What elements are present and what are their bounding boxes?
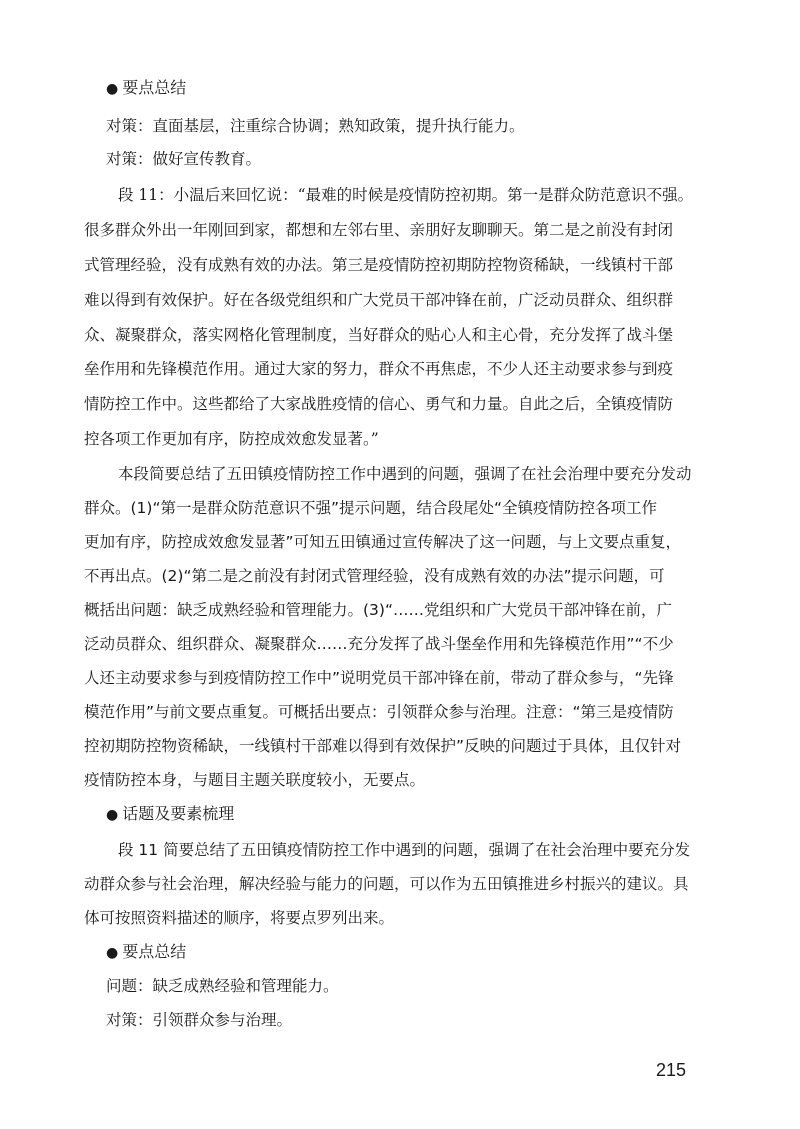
analysis-line-4: 不再出点。(2)“第二是之前没有封闭式管理经验，没有成熟有效的办法”提示问题，可 bbox=[84, 567, 665, 585]
section-heading-topics: ● 话题及要素梳理 bbox=[106, 802, 726, 827]
section-heading-summary-1: ● 要点总结 bbox=[106, 76, 726, 101]
topics-line-1: 段 11 简要总结了五田镇疫情防控工作中遇到的问题，强调了在社会治理中要充分发 bbox=[118, 841, 691, 859]
analysis-line-7: 人还主动要求参与到疫情防控工作中”说明党员干部冲锋在前，带动了群众参与，“先锋 bbox=[84, 669, 674, 687]
analysis-line-1: 本段简要总结了五田镇疫情防控工作中遇到的问题，强调了在社会治理中要充分发动 bbox=[118, 465, 692, 483]
topics-line-3: 体可按照资料描述的顺序，将要点罗列出来。 bbox=[84, 909, 395, 927]
quote-line-7: 情防控工作中。这些都给了大家战胜疫情的信心、勇气和力量。自此之后，全镇疫情防 bbox=[84, 395, 674, 413]
quote-line-2: 很多群众外出一年刚回到家，都想和左邻右里、亲朋好友聊聊天。第二是之前没有封闭 bbox=[84, 221, 674, 239]
countermeasure-line-2: 对策：做好宣传教育。 bbox=[106, 150, 262, 168]
analysis-line-5: 概括出问题：缺乏成熟经验和管理能力。(3)“……党组织和广大党员干部冲锋在前，广 bbox=[84, 601, 672, 619]
quote-line-6: 垒作用和先锋模范作用。通过大家的努力，群众不再焦虑，不少人还主动要求参与到疫 bbox=[84, 360, 674, 378]
page-number: 215 bbox=[656, 1060, 687, 1080]
quote-line-8: 控各项工作更加有序，防控成效愈发显著。” bbox=[84, 430, 379, 448]
analysis-line-3: 更加有序，防控成效愈发显著”可知五田镇通过宣传解决了这一问题，与上文要点重复， bbox=[84, 533, 682, 551]
quote-line-1: 段 11：小温后来回忆说：“最难的时候是疫情防控初期。第一是群众防范意识不强。 bbox=[118, 186, 694, 204]
topics-line-2: 动群众参与社会治理，解决经验与能力的问题，可以作为五田镇推进乡村振兴的建议。具 bbox=[84, 875, 689, 893]
section-heading-summary-2: ● 要点总结 bbox=[106, 940, 726, 965]
countermeasure-line-1: 对策：直面基层，注重综合协调；熟知政策，提升执行能力。 bbox=[106, 117, 525, 135]
quote-line-3: 式管理经验，没有成熟有效的办法。第三是疫情防控初期防控物资稀缺，一线镇村干部 bbox=[84, 256, 674, 274]
analysis-line-10: 疫情防控本身，与题目主题关联度较小，无要点。 bbox=[84, 771, 426, 789]
analysis-line-6: 泛动员群众、组织群众、凝聚群众……充分发挥了战斗堡垒作用和先锋模范作用”“不少 bbox=[84, 635, 674, 653]
analysis-line-8: 模范作用”与前文要点重复。可概括出要点：引领群众参与治理。注意：“第三是疫情防 bbox=[84, 703, 674, 721]
quote-line-4: 难以得到有效保护。好在各级党组织和广大党员干部冲锋在前，广泛动员群众、组织群 bbox=[84, 291, 674, 309]
countermeasure-line-3: 对策：引领群众参与治理。 bbox=[106, 1011, 293, 1029]
analysis-line-2: 群众。(1)“第一是群众防范意识不强”提示问题，结合段尾处“全镇疫情防控各项工作 bbox=[84, 499, 658, 517]
quote-line-5: 众、凝聚群众，落实网格化管理制度，当好群众的贴心人和主心骨，充分发挥了战斗堡 bbox=[84, 326, 674, 344]
problem-line: 问题：缺乏成熟经验和管理能力。 bbox=[106, 977, 339, 995]
analysis-line-9: 控初期防控物资稀缺，一线镇村干部难以得到有效保护”反映的问题过于具体，且仅针对 bbox=[84, 737, 682, 755]
